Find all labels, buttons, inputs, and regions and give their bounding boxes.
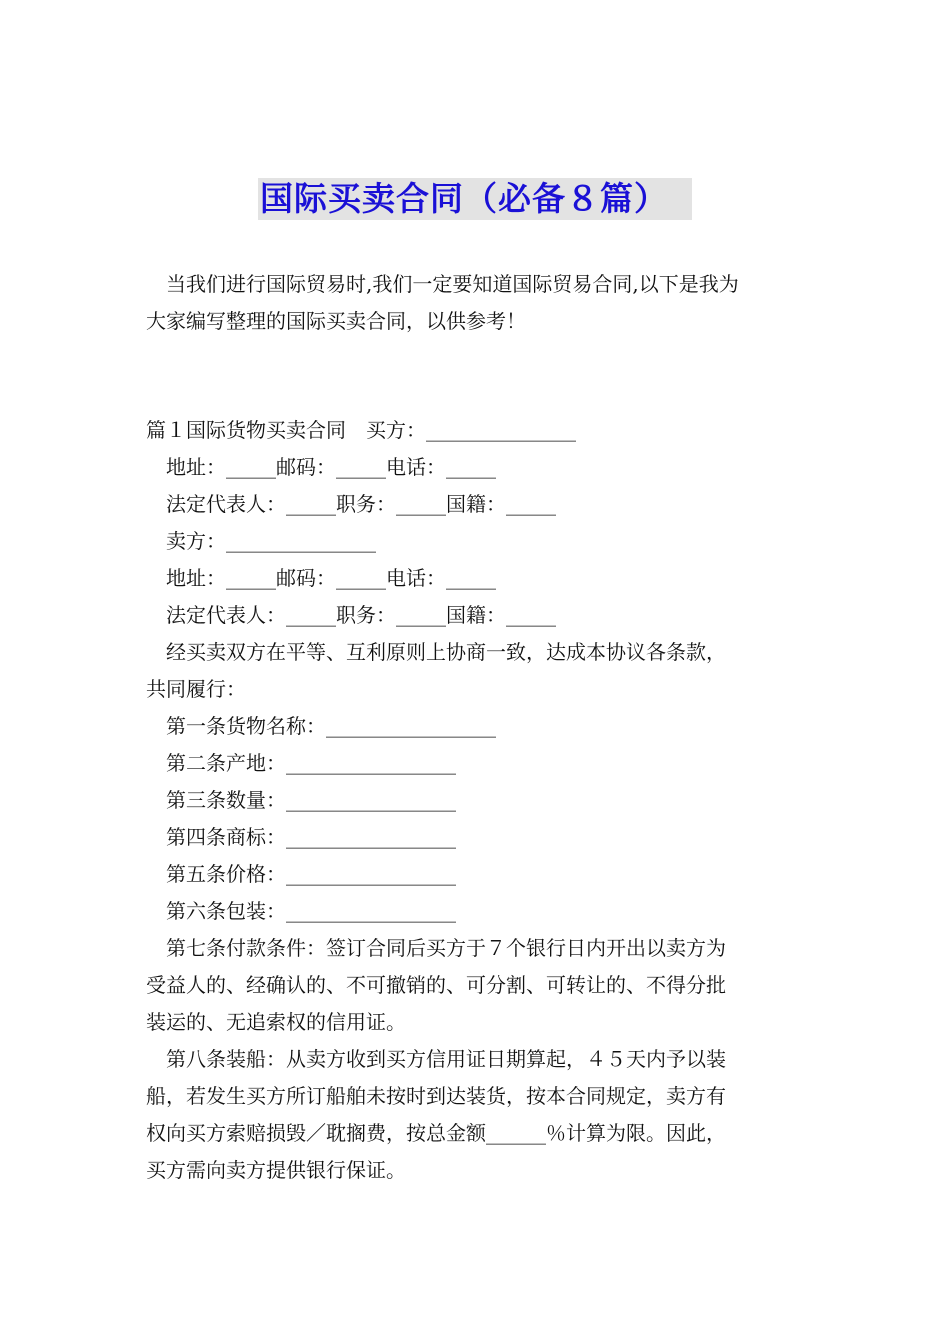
contract-line: 地址：_____邮码：_____电话：_____ bbox=[166, 455, 496, 479]
intro-line: 大家编写整理的国际买卖合同，以供参考！ bbox=[146, 309, 526, 333]
contract-line: 第八条装船：从卖方收到买方信用证日期算起，４５天内予以装 bbox=[166, 1047, 726, 1071]
contract-line: 买方需向卖方提供银行保证。 bbox=[146, 1158, 406, 1182]
contract-line: 第一条货物名称：_________________ bbox=[166, 714, 496, 738]
title-container bbox=[0, 178, 950, 220]
contract-line: 篇１国际货物买卖合同 买方：_______________ bbox=[146, 418, 576, 442]
contract-line: 法定代表人：_____职务：_____国籍：_____ bbox=[166, 603, 556, 627]
contract-line: 装运的、无追索权的信用证。 bbox=[146, 1010, 406, 1034]
intro-line: 当我们进行国际贸易时,我们一定要知道国际贸易合同,以下是我为 bbox=[166, 272, 739, 296]
contract-line: 第二条产地：_________________ bbox=[166, 751, 456, 775]
contract-line: 船，若发生买方所订船舶未按时到达装货，按本合同规定，卖方有 bbox=[146, 1084, 726, 1108]
contract-line: 第七条付款条件：签订合同后买方于７个银行日内开出以卖方为 bbox=[166, 936, 726, 960]
contract-line: 第三条数量：_________________ bbox=[166, 788, 456, 812]
contract-line: 法定代表人：_____职务：_____国籍：_____ bbox=[166, 492, 556, 516]
contract-line: 第六条包装：_________________ bbox=[166, 899, 456, 923]
contract-line: 共同履行： bbox=[146, 677, 246, 701]
contract-line: 权向买方索赔损毁／耽搁费，按总金额______％计算为限。因此， bbox=[146, 1121, 726, 1145]
contract-line: 受益人的、经确认的、不可撤销的、可分割、可转让的、不得分批 bbox=[146, 973, 726, 997]
contract-line: 经买卖双方在平等、互利原则上协商一致，达成本协议各条款， bbox=[166, 640, 726, 664]
contract-body bbox=[146, 412, 806, 1189]
intro-paragraph bbox=[146, 266, 806, 340]
contract-line: 第四条商标：_________________ bbox=[166, 825, 456, 849]
document-title: 国际买卖合同（必备８篇） bbox=[258, 178, 692, 220]
contract-line: 卖方：_______________ bbox=[166, 529, 376, 553]
contract-line: 第五条价格：_________________ bbox=[166, 862, 456, 886]
contract-line: 地址：_____邮码：_____电话：_____ bbox=[166, 566, 496, 590]
